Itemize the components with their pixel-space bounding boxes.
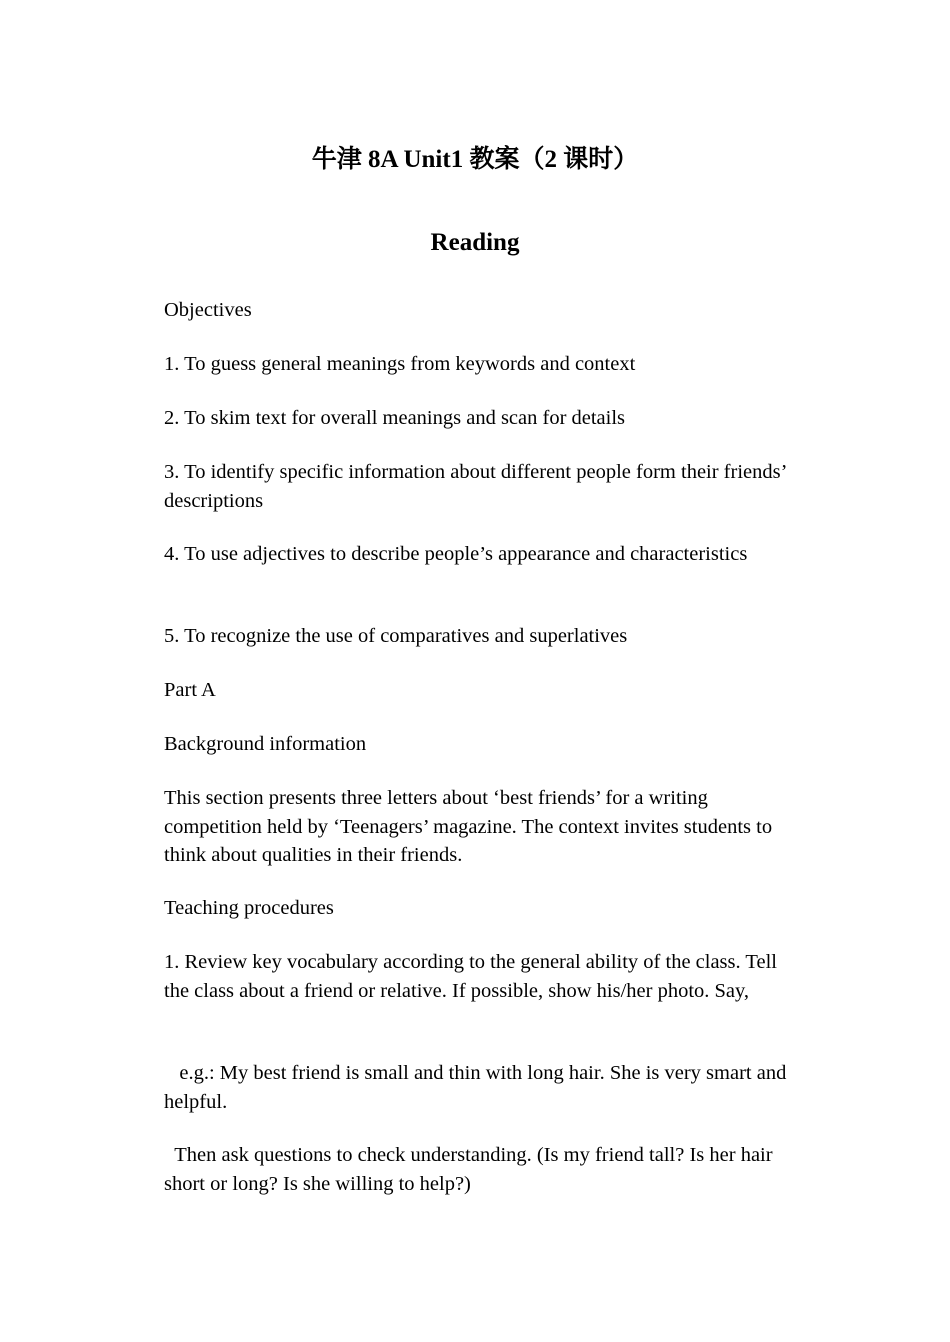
section-heading-background: Background information [164, 733, 367, 755]
objective-item: 2. To skim text for overall meanings and scan for details [164, 407, 626, 429]
objective-item: 1. To guess general meanings from keywords and context [164, 353, 636, 375]
section-heading-objectives: Objectives [164, 299, 252, 321]
section-heading-part-a: Part A [164, 679, 216, 701]
objective-item: 5. To recognize the use of comparatives and superlatives [164, 625, 628, 647]
example-paragraph: e.g.: My best friend is small and thin with long hair. She is very smart and helpful. [164, 1062, 792, 1113]
procedure-paragraph: 1. Review key vocabulary according to the general ability of the class. Tell the class about a friend or relative. If possible, show his/her photo. Say, [164, 951, 783, 1002]
document-title: 牛津 8A Unit1 教案（2 课时） [311, 146, 639, 173]
section-heading-procedures: Teaching procedures [164, 897, 334, 919]
document-subtitle: Reading [430, 229, 520, 256]
objective-item: 3. To identify specific information about different people form their friends’ descriptions [164, 461, 792, 512]
objective-item: 4. To use adjectives to describe people’s appearance and characteristics [164, 543, 748, 565]
background-paragraph: This section presents three letters about ‘best friends’ for a writing competition held by ‘Teenagers’ magazine. The context invites students to think about qualities in their friends. [164, 787, 778, 866]
procedure-paragraph: Then ask questions to check understanding. (Is my friend tall? Is her hair short or long? Is she willing to help?) [164, 1144, 778, 1195]
